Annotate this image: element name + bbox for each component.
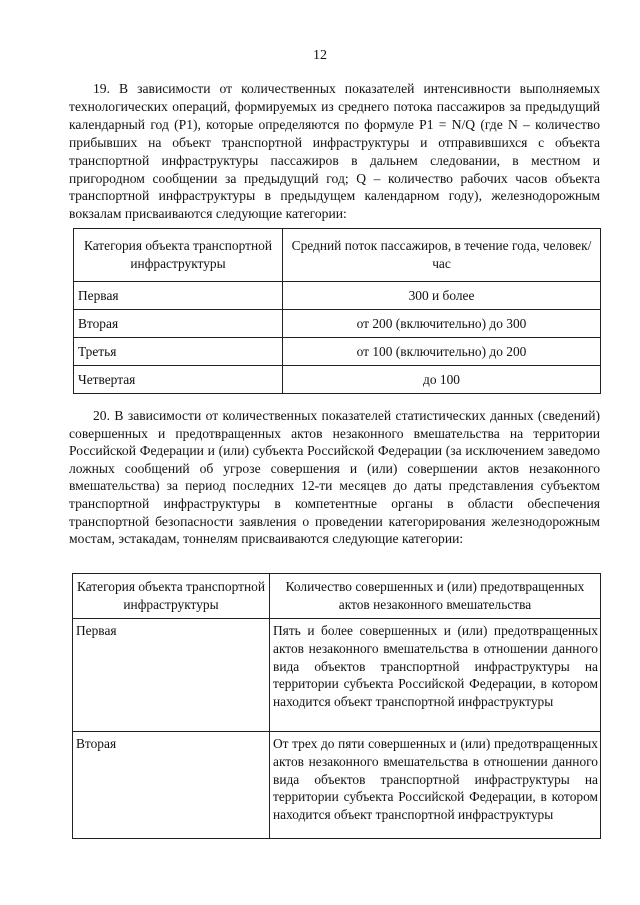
table-row [74,310,601,338]
passenger-flow-category-table [73,228,601,394]
paragraph-19: 19. В зависимости от количественных показателей интенсивности выполняемых технологических операций, формируемых из среднего потока пассажиров за предыдущий календарный год (P1), которые определяются по формуле P1 = N/Q (где N – количество прибывших на объект транспортной инфраструктуры и отправившихся с объекта транспортной инфраструктуры пассажиров в дальнем следовании, в местном и пригородном сообщении за предыдущий год; Q – количество рабочих часов объекта транспортной инфраструктуры в предыдущем календарном году), железнодорожным вокзалам присваиваются следующие категории: [69,81,600,222]
table-row [74,338,601,366]
value-cell: 300 и более [283,282,601,310]
value-cell: от 200 (включительно) до 300 [283,310,601,338]
page-number: 12 [313,48,327,63]
table-row [73,619,601,732]
table-header-passenger-flow: Средний поток пассажиров, в течение года, человек/час [283,229,601,282]
table-header-row [74,229,601,282]
category-cell: Вторая [74,310,283,338]
category-cell: Вторая [73,732,270,839]
value-cell: от 100 (включительно) до 200 [283,338,601,366]
category-cell: Четвертая [74,366,283,394]
table-row [73,732,601,839]
interference-acts-category-table [72,573,601,839]
value-cell: до 100 [283,366,601,394]
value-cell: Пять и более совершенных и (или) предотвращенных актов незаконного вмешательства в отношении данного вида объектов транспортной инфраструктуры на территории субъекта Российской Федерации, в котором находится объект транспортной инфраструктуры [270,619,601,732]
category-cell: Первая [74,282,283,310]
table-row [74,282,601,310]
category-cell: Третья [74,338,283,366]
table-header-category: Категория объекта транспортной инфраструктуры [74,229,283,282]
value-cell: От трех до пяти совершенных и (или) предотвращенных актов незаконного вмешательства в отношении данного вида объектов транспортной инфраструктуры на территории субъекта Российской Федерации, в котором находится объект транспортной инфраструктуры [270,732,601,839]
paragraph-20: 20. В зависимости от количественных показателей статистических данных (сведений) совершенных и предотвращенных актов незаконного вмешательства на территории Российской Федерации и (или) субъекта Российской Федерации (за исключением заведомо ложных сообщений об угрозе совершения и (или) совершении актов незаконного вмешательства) за период последних 12-ти месяцев до даты представления субъектом транспортной инфраструктуры в компетентные органы в области обеспечения транспортной безопасности заявления о проведении категорирования железнодорожным мостам, эстакадам, тоннелям присваиваются следующие категории: [69,408,600,547]
category-cell: Первая [73,619,270,732]
table-row [74,366,601,394]
table-header-category: Категория объекта транспортной инфраструктуры [73,574,270,619]
table-header-acts-count: Количество совершенных и (или) предотвращенных актов незаконного вмешательства [270,574,601,619]
table-header-row [73,574,601,619]
